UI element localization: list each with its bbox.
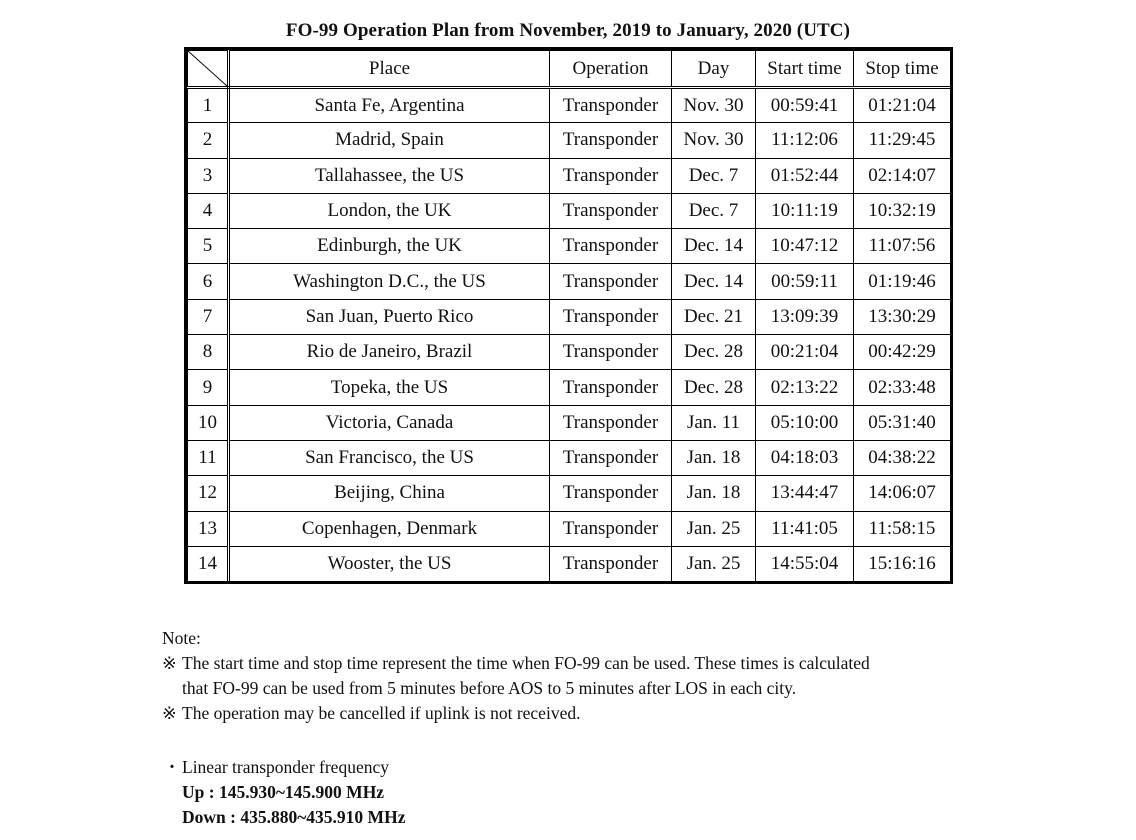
stop-time-cell: 11:07:56 [854,229,951,264]
operation-cell: Transponder [550,546,672,581]
day-cell: Dec. 21 [672,299,756,334]
start-time-cell: 11:12:06 [756,123,854,158]
table-header-row [188,51,951,88]
place-cell: Wooster, the US [229,546,550,581]
start-time-cell: 00:21:04 [756,335,854,370]
table-row [188,193,951,228]
day-cell: Dec. 28 [672,335,756,370]
day-cell: Nov. 30 [672,88,756,123]
note-item [162,701,1062,726]
day-cell: Dec. 14 [672,264,756,299]
day-cell: Jan. 18 [672,440,756,475]
operation-cell: Transponder [550,511,672,546]
table-row [188,440,951,475]
stop-time-cell: 00:42:29 [854,335,951,370]
table-row [188,335,951,370]
header-day: Day [672,51,756,88]
row-number: 2 [188,123,229,158]
place-cell: Copenhagen, Denmark [229,511,550,546]
start-time-cell: 13:09:39 [756,299,854,334]
start-time-cell: 14:55:04 [756,546,854,581]
stop-time-cell: 13:30:29 [854,299,951,334]
place-cell: Washington D.C., the US [229,264,550,299]
document-title: FO-99 Operation Plan from November, 2019 to January, 2020 (UTC) [285,20,851,41]
row-number: 6 [188,264,229,299]
place-cell: Rio de Janeiro, Brazil [229,335,550,370]
stop-time-cell: 01:21:04 [854,88,951,123]
table-row [188,476,951,511]
operation-cell: Transponder [550,476,672,511]
stop-time-cell: 15:16:16 [854,546,951,581]
start-time-cell: 10:11:19 [756,193,854,228]
start-time-cell: 05:10:00 [756,405,854,440]
frequency-heading-line [162,755,405,780]
place-cell: Beijing, China [229,476,550,511]
operation-cell: Transponder [550,440,672,475]
table-row [188,405,951,440]
row-number: 11 [188,440,229,475]
day-cell: Nov. 30 [672,123,756,158]
note-text: The start time and stop time represent the time when FO-99 can be used. These times is calculated [182,653,870,673]
table-row [188,299,951,334]
frequency-heading: Linear transponder frequency [182,757,389,777]
start-time-cell: 04:18:03 [756,440,854,475]
operation-cell: Transponder [550,299,672,334]
corner-cell [188,51,229,88]
place-cell: Santa Fe, Argentina [229,88,550,123]
day-cell: Jan. 25 [672,511,756,546]
start-time-cell: 02:13:22 [756,370,854,405]
table-row [188,264,951,299]
place-cell: Victoria, Canada [229,405,550,440]
operation-cell: Transponder [550,264,672,299]
row-number: 12 [188,476,229,511]
row-number: 13 [188,511,229,546]
operation-cell: Transponder [550,193,672,228]
stop-time-cell: 02:33:48 [854,370,951,405]
place-cell: San Juan, Puerto Rico [229,299,550,334]
operation-cell: Transponder [550,405,672,440]
day-cell: Dec. 7 [672,193,756,228]
start-time-cell: 00:59:11 [756,264,854,299]
start-time-cell: 00:59:41 [756,88,854,123]
day-cell: Jan. 25 [672,546,756,581]
table-row [188,123,951,158]
operation-cell: Transponder [550,335,672,370]
stop-time-cell: 01:19:46 [854,264,951,299]
table-row [188,370,951,405]
place-cell: Topeka, the US [229,370,550,405]
day-cell: Dec. 14 [672,229,756,264]
header-place: Place [229,51,550,88]
start-time-cell: 10:47:12 [756,229,854,264]
stop-time-cell: 11:58:15 [854,511,951,546]
place-cell: Madrid, Spain [229,123,550,158]
start-time-cell: 11:41:05 [756,511,854,546]
header-start-time: Start time [756,51,854,88]
notes-heading: Note: [162,628,201,648]
operation-plan-table [184,47,953,584]
start-time-cell: 13:44:47 [756,476,854,511]
reference-mark-icon: ※ [162,653,177,673]
row-number: 4 [188,193,229,228]
stop-time-cell: 05:31:40 [854,405,951,440]
place-cell: London, the UK [229,193,550,228]
row-number: 7 [188,299,229,334]
operation-cell: Transponder [550,123,672,158]
notes-section [162,626,1062,726]
row-number: 9 [188,370,229,405]
stop-time-cell: 14:06:07 [854,476,951,511]
plan-table [187,50,951,582]
day-cell: Jan. 11 [672,405,756,440]
table-row [188,88,951,123]
diagonal-line-icon [188,51,227,86]
header-operation: Operation [550,51,672,88]
operation-cell: Transponder [550,370,672,405]
table-row [188,229,951,264]
row-number: 5 [188,229,229,264]
reference-mark-icon: ※ [162,703,177,723]
place-cell: San Francisco, the US [229,440,550,475]
bullet-icon: ・ [163,757,181,777]
row-number: 3 [188,158,229,193]
day-cell: Jan. 18 [672,476,756,511]
frequency-section [162,755,405,830]
stop-time-cell: 10:32:19 [854,193,951,228]
operation-cell: Transponder [550,229,672,264]
note-text: The operation may be cancelled if uplink is not received. [182,703,581,723]
downlink-frequency: Down : 435.880~435.910 MHz [182,807,406,827]
place-cell: Tallahassee, the US [229,158,550,193]
day-cell: Dec. 28 [672,370,756,405]
operation-cell: Transponder [550,158,672,193]
table-row [188,546,951,581]
place-cell: Edinburgh, the UK [229,229,550,264]
note-item-continuation: that FO-99 can be used from 5 minutes before AOS to 5 minutes after LOS in each city. [182,678,797,698]
stop-time-cell: 11:29:45 [854,123,951,158]
row-number: 1 [188,88,229,123]
day-cell: Dec. 7 [672,158,756,193]
row-number: 10 [188,405,229,440]
table-row [188,511,951,546]
header-stop-time: Stop time [854,51,951,88]
row-number: 14 [188,546,229,581]
start-time-cell: 01:52:44 [756,158,854,193]
note-item [162,651,1062,676]
row-number: 8 [188,335,229,370]
operation-cell: Transponder [550,88,672,123]
stop-time-cell: 02:14:07 [854,158,951,193]
table-body [188,88,951,582]
table-row [188,158,951,193]
stop-time-cell: 04:38:22 [854,440,951,475]
uplink-frequency: Up : 145.930~145.900 MHz [182,782,385,802]
